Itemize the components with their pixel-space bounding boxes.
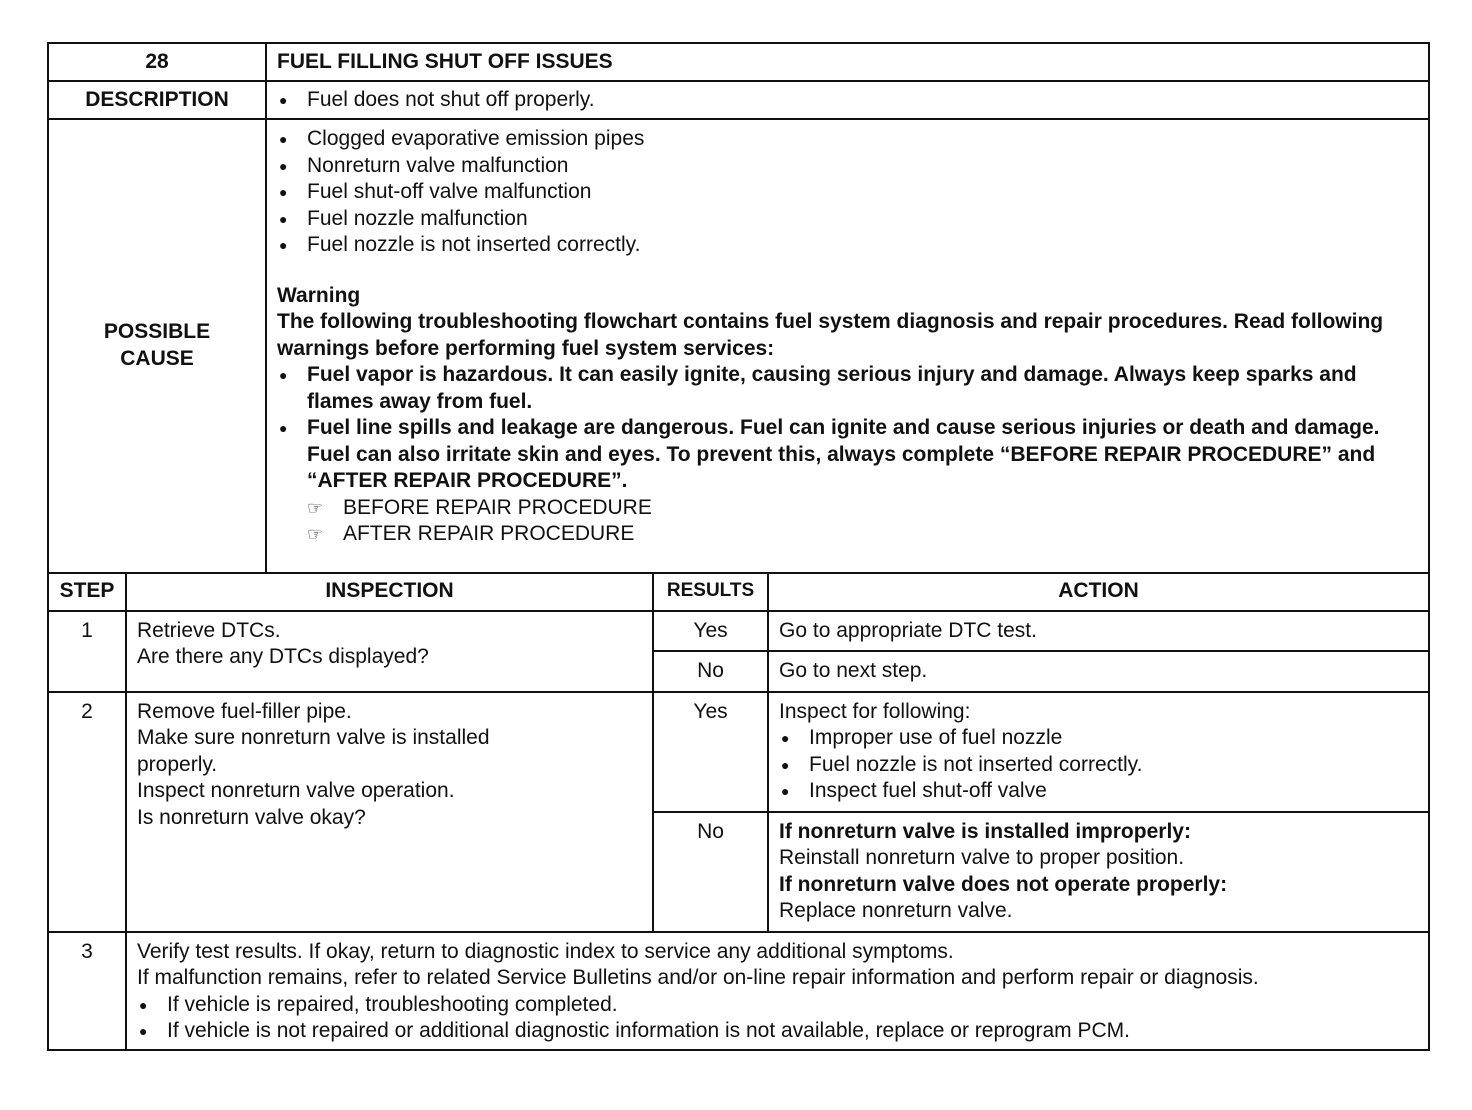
possible-cause-label-line2: CAUSE xyxy=(120,346,194,370)
step-3-list xyxy=(137,992,1418,1045)
result-yes: Yes xyxy=(653,692,768,812)
possible-cause-row xyxy=(48,119,1429,573)
step-3-row xyxy=(48,932,1429,1050)
reference-after-label: AFTER REPAIR PROCEDURE xyxy=(343,522,635,545)
action-item: ● Improper use of fuel nozzle xyxy=(779,725,1418,752)
warning-block xyxy=(277,283,1418,548)
action-text: Go to appropriate DTC test. xyxy=(768,611,1429,652)
description-item: ● Fuel does not shut off properly. xyxy=(277,87,1428,114)
cause-item: ● Clogged evaporative emission pipes xyxy=(277,126,1418,153)
cause-list xyxy=(277,126,1418,259)
cause-item: ● Nonreturn valve malfunction xyxy=(277,153,1418,180)
step-2-no-action xyxy=(768,812,1429,932)
reference-after[interactable] xyxy=(277,521,1418,548)
action-item: ● Fuel nozzle is not inserted correctly. xyxy=(779,752,1418,779)
troubleshooting-table xyxy=(47,42,1430,1051)
description-label: DESCRIPTION xyxy=(48,81,266,119)
cause-item: ● Fuel nozzle malfunction xyxy=(277,206,1418,233)
result-no: No xyxy=(653,812,768,932)
inspection-line: Make sure nonreturn valve is installed xyxy=(137,726,490,749)
action-item: ● Inspect fuel shut-off valve xyxy=(779,778,1418,805)
step-3-line: Verify test results. If okay, return to diagnostic index to service any additional symptoms. xyxy=(137,939,954,963)
warning-title: Warning xyxy=(277,283,361,307)
col-inspection: INSPECTION xyxy=(126,573,653,611)
step-2-row-yes xyxy=(48,692,1429,812)
action-condition: If nonreturn valve is installed improperly: xyxy=(779,819,1191,843)
inspection-line: Is nonreturn valve okay? xyxy=(137,805,366,829)
step-1-inspection xyxy=(126,611,653,692)
pointing-hand-icon: ☞ xyxy=(307,497,324,518)
inspection-line: Retrieve DTCs. xyxy=(137,618,281,642)
action-text: Go to next step. xyxy=(768,651,1429,692)
inspection-line: Are there any DTCs displayed? xyxy=(137,645,429,668)
possible-cause-label-line1: POSSIBLE xyxy=(103,320,211,344)
warning-item: ● Fuel vapor is hazardous. It can easily ignite, causing serious injury and damage. Always keep sparks and flames away from fuel. xyxy=(277,362,1418,415)
col-step: STEP xyxy=(48,573,126,611)
troubleshooting-sheet xyxy=(47,42,1428,1051)
result-yes: Yes xyxy=(653,611,768,652)
step-3-line: If malfunction remains, refer to related Service Bulletins and/or on-line repair information and perform repair or diagnosis. xyxy=(137,966,1259,989)
step-number: 3 xyxy=(48,932,126,1050)
description-body xyxy=(266,81,1429,119)
action-text: Reinstall nonreturn valve to proper position. xyxy=(779,846,1185,869)
header-row xyxy=(48,43,1429,81)
step-number: 2 xyxy=(48,692,126,932)
warning-item: ● Fuel line spills and leakage are dangerous. Fuel can ignite and cause serious injuries or death and damage. Fuel can also irritate skin and eyes. To prevent this, always complete “BEFORE REPAIR PROCEDURE” and “AFTER REPAIR PROCEDURE”. xyxy=(277,415,1418,495)
issue-title: FUEL FILLING SHUT OFF ISSUES xyxy=(266,43,1429,81)
step-2-inspection xyxy=(126,692,653,932)
reference-before[interactable] xyxy=(277,495,1418,522)
warning-list xyxy=(277,362,1418,495)
action-condition: If nonreturn valve does not operate properly: xyxy=(779,872,1228,896)
pointing-hand-icon: ☞ xyxy=(307,524,324,544)
column-header-row xyxy=(48,573,1429,611)
inspection-line: properly. xyxy=(137,752,218,776)
reference-before-label: BEFORE REPAIR PROCEDURE xyxy=(343,495,652,519)
inspection-line: Inspect nonreturn valve operation. xyxy=(137,779,455,802)
inspection-line: Remove fuel-filler pipe. xyxy=(137,699,352,723)
col-action: ACTION xyxy=(768,573,1429,611)
description-row xyxy=(48,81,1429,119)
cause-item: ● Fuel nozzle is not inserted correctly. xyxy=(277,232,1418,259)
step-1-row-yes xyxy=(48,611,1429,652)
action-intro: Inspect for following: xyxy=(779,699,971,723)
possible-cause-body xyxy=(266,119,1429,573)
step-3-item: ● If vehicle is repaired, troubleshooting completed. xyxy=(137,992,1418,1019)
action-text: Replace nonreturn valve. xyxy=(779,899,1013,922)
action-list xyxy=(779,725,1418,805)
possible-cause-label xyxy=(48,119,266,573)
step-3-item: ● If vehicle is not repaired or additional diagnostic information is not available, replace or reprogram PCM. xyxy=(137,1018,1418,1045)
issue-number: 28 xyxy=(48,43,266,81)
step-2-yes-action xyxy=(768,692,1429,812)
warning-intro: The following troubleshooting flowchart contains fuel system diagnosis and repair procedures. Read following warnings before performing fuel system services: xyxy=(277,310,1384,360)
result-no: No xyxy=(653,651,768,692)
step-number: 1 xyxy=(48,611,126,692)
col-results: RESULTS xyxy=(653,573,768,611)
step-3-body xyxy=(126,932,1429,1050)
cause-item: ● Fuel shut-off valve malfunction xyxy=(277,179,1418,206)
